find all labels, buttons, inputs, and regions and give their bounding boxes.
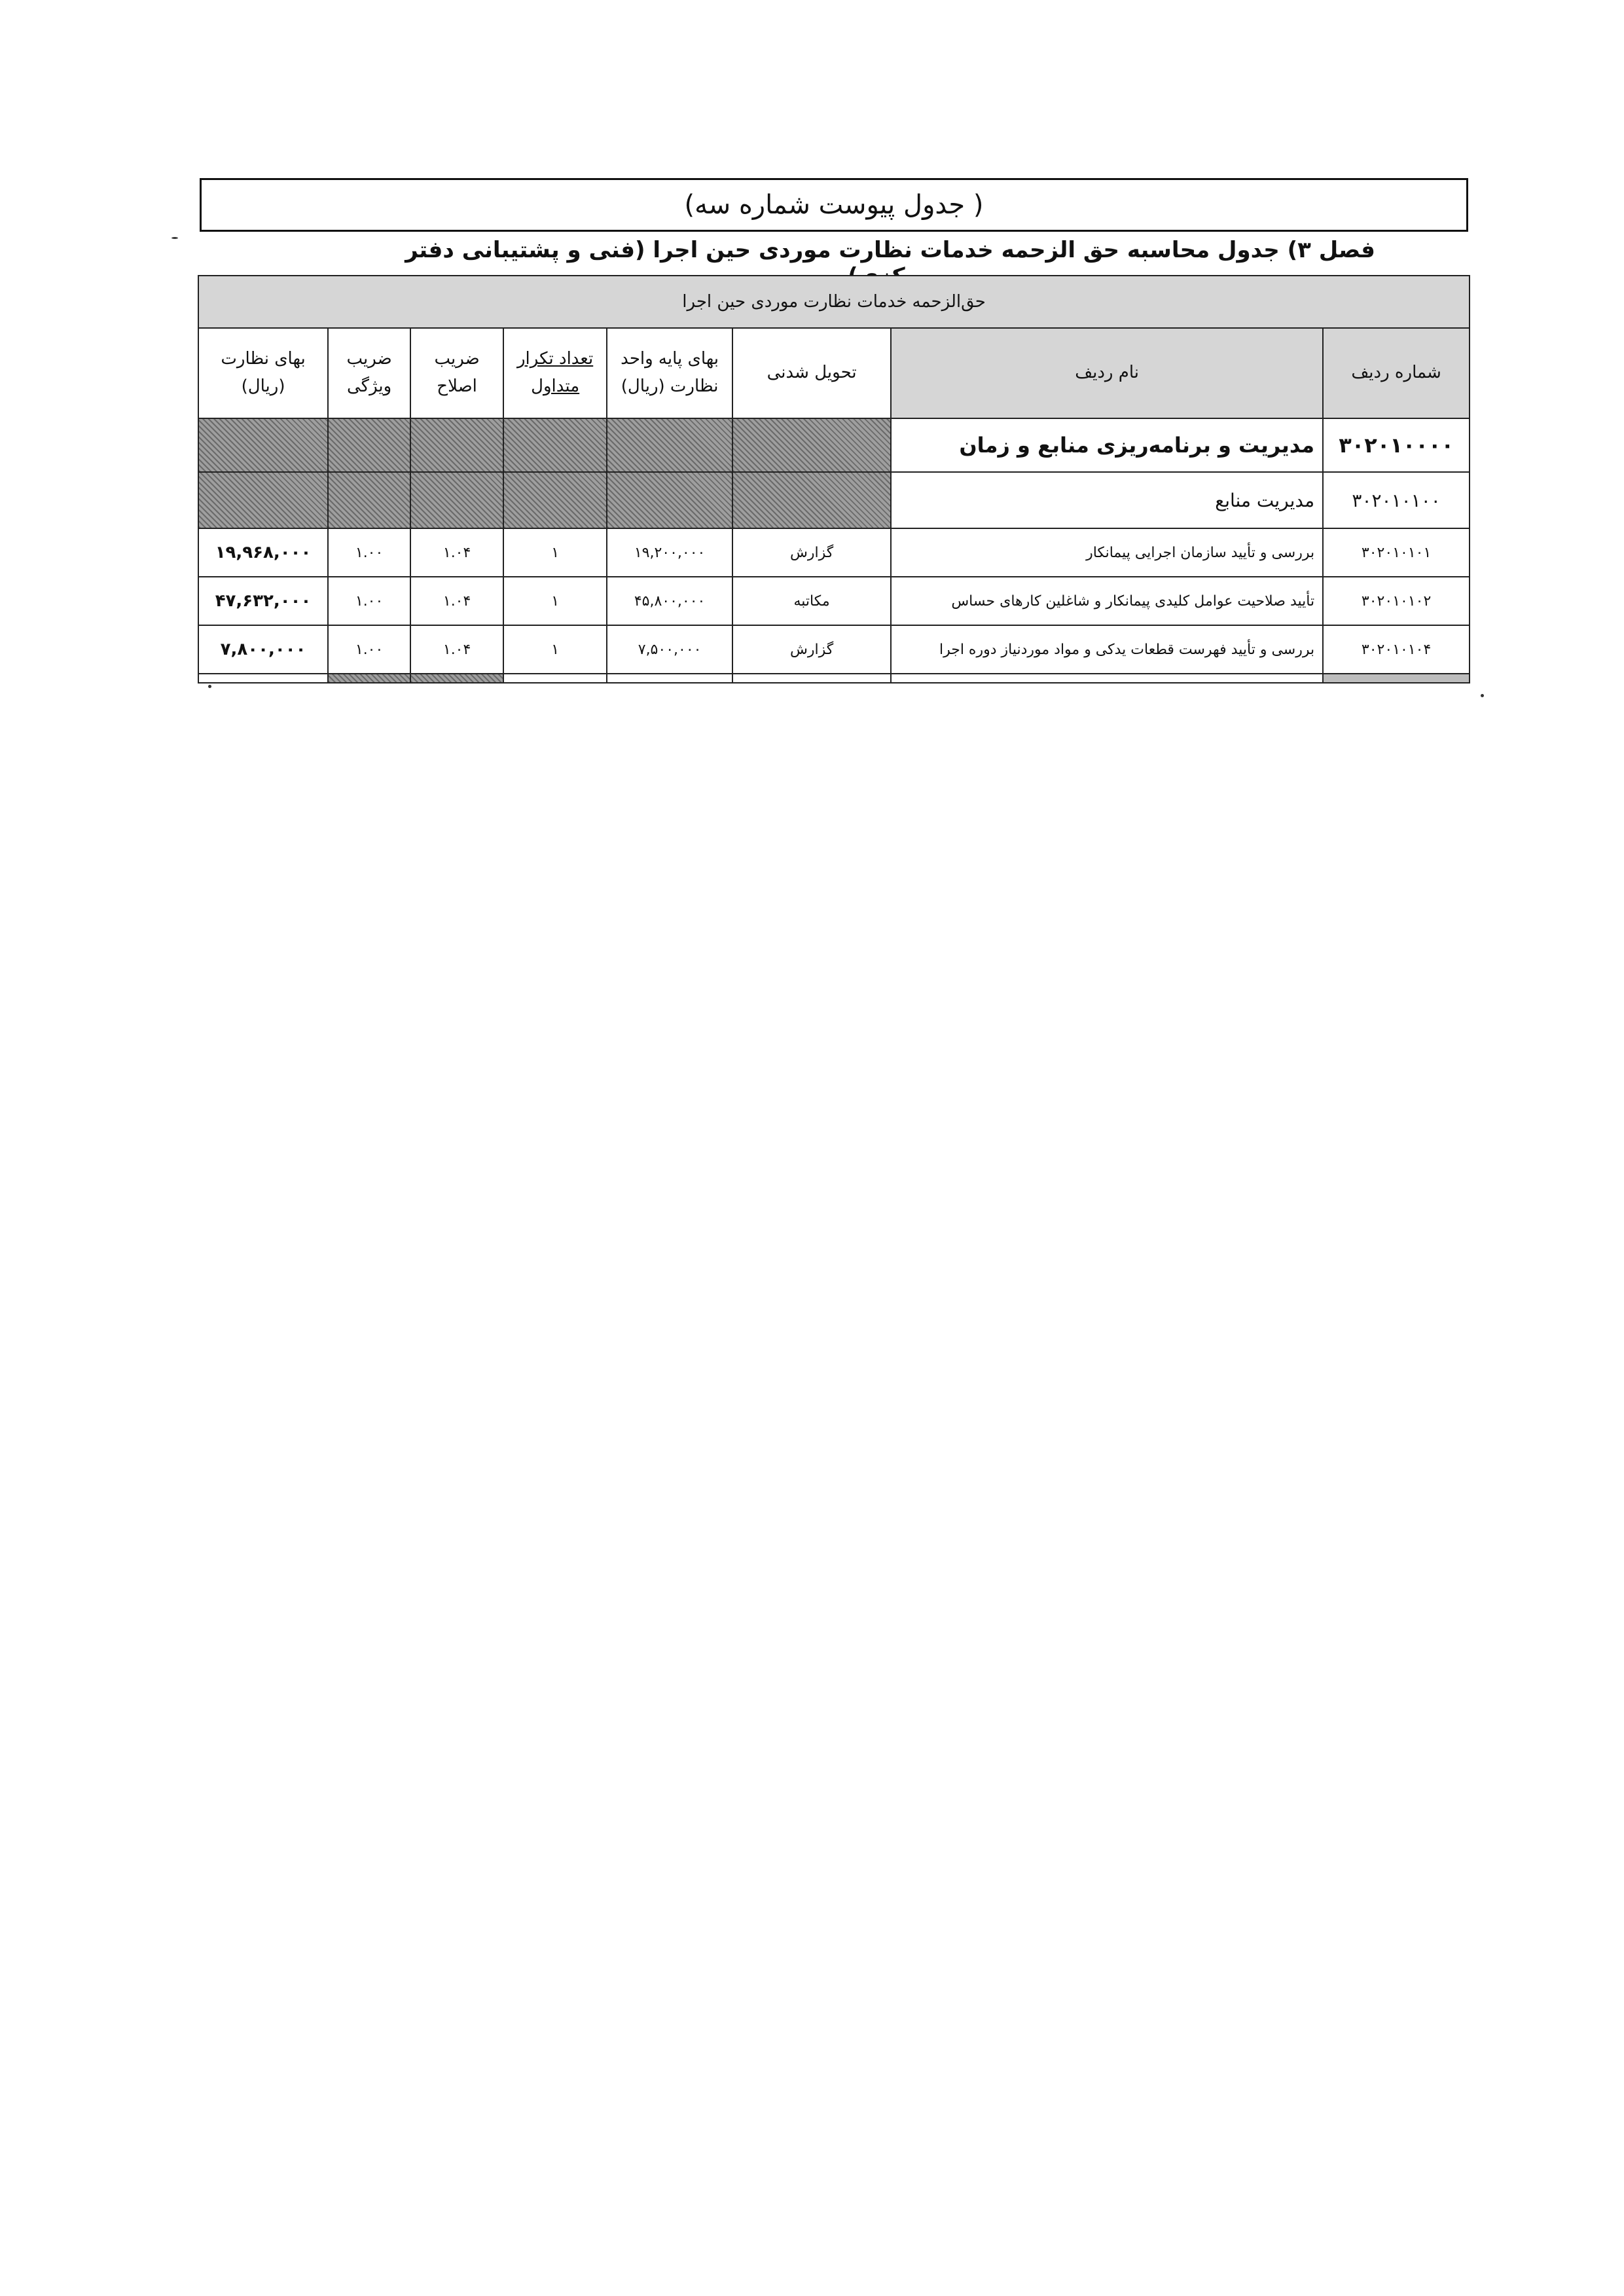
hatched-cell	[328, 418, 410, 472]
table-row	[198, 528, 1470, 577]
header-base-price: بهای پایه واحد نظارت (ریال)	[607, 328, 732, 418]
cut-off-row	[198, 674, 1470, 683]
table-row	[198, 625, 1470, 674]
header-name: نام ردیف	[891, 328, 1323, 418]
row-feature: ۱.۰۰	[328, 528, 410, 577]
hatched-cell	[607, 418, 732, 472]
header-repeat: تعداد تکرار متداول	[503, 328, 607, 418]
row-base-price: ۷,۵۰۰,۰۰۰	[607, 625, 732, 674]
cut-cell	[198, 674, 328, 683]
row-fee: ۴۷,۶۳۲,۰۰۰	[198, 577, 328, 625]
cut-cell	[410, 674, 503, 683]
hatched-cell	[607, 472, 732, 528]
hatched-cell	[732, 472, 891, 528]
hatched-cell	[328, 472, 410, 528]
row-code: ۳۰۲۰۱۰۱۰۱	[1323, 528, 1470, 577]
cut-cell	[607, 674, 732, 683]
row-deliverable: مکاتبه	[732, 577, 891, 625]
row-name: بررسی و تأیید فهرست قطعات یدکی و مواد موردنیاز دوره اجرا	[891, 625, 1323, 674]
hatched-cell	[732, 418, 891, 472]
header-feature: ضریب ویژگی	[328, 328, 410, 418]
fee-table	[198, 275, 1470, 683]
section-subtitle: فصل ۳) جدول محاسبه حق الزحمه خدمات نظارت موردی حین اجرا (فنی و پشتیبانی دفتر	[405, 237, 1375, 263]
group-code: ۳۰۲۰۱۰۰۰۰	[1323, 418, 1470, 472]
group-row	[198, 418, 1470, 472]
row-correction: ۱.۰۴	[410, 625, 503, 674]
cut-cell	[503, 674, 607, 683]
hatched-cell	[198, 472, 328, 528]
row-name: تأیید صلاحیت عوامل کلیدی پیمانکار و شاغلین کارهای حساس	[891, 577, 1323, 625]
row-base-price: ۱۹,۲۰۰,۰۰۰	[607, 528, 732, 577]
hatched-cell	[503, 472, 607, 528]
row-feature: ۱.۰۰	[328, 577, 410, 625]
hatched-cell	[410, 472, 503, 528]
row-repeat: ۱	[503, 528, 607, 577]
row-deliverable: گزارش	[732, 528, 891, 577]
scan-speck	[208, 685, 211, 688]
subgroup-name: مدیریت منابع	[891, 472, 1323, 528]
cut-cell	[732, 674, 891, 683]
row-repeat: ۱	[503, 577, 607, 625]
scan-speck	[171, 237, 178, 239]
group-name: مدیریت و برنامه‌ریزی منابع و زمان	[891, 418, 1323, 472]
header-fee: بهای نظارت (ریال)	[198, 328, 328, 418]
subgroup-code: ۳۰۲۰۱۰۱۰۰	[1323, 472, 1470, 528]
hatched-cell	[198, 418, 328, 472]
cut-cell	[1323, 674, 1470, 683]
row-correction: ۱.۰۴	[410, 528, 503, 577]
row-code: ۳۰۲۰۱۰۱۰۲	[1323, 577, 1470, 625]
row-feature: ۱.۰۰	[328, 625, 410, 674]
row-correction: ۱.۰۴	[410, 577, 503, 625]
row-code: ۳۰۲۰۱۰۱۰۴	[1323, 625, 1470, 674]
header-code: شماره ردیف	[1323, 328, 1470, 418]
row-deliverable: گزارش	[732, 625, 891, 674]
appendix-title: (جدول پیوست شماره سه )	[200, 178, 1468, 232]
cut-cell	[891, 674, 1323, 683]
header-correction: ضریب اصلاح	[410, 328, 503, 418]
subgroup-row	[198, 472, 1470, 528]
row-name: بررسی و تأیید سازمان اجرایی پیمانکار	[891, 528, 1323, 577]
cut-cell	[328, 674, 410, 683]
hatched-cell	[410, 418, 503, 472]
row-fee: ۱۹,۹۶۸,۰۰۰	[198, 528, 328, 577]
table-caption: حق‌الزحمه خدمات نظارت موردی حین اجرا	[198, 276, 1470, 328]
header-deliverable: تحویل شدنی	[732, 328, 891, 418]
table-row	[198, 577, 1470, 625]
row-repeat: ۱	[503, 625, 607, 674]
hatched-cell	[503, 418, 607, 472]
row-fee: ۷,۸۰۰,۰۰۰	[198, 625, 328, 674]
row-base-price: ۴۵,۸۰۰,۰۰۰	[607, 577, 732, 625]
scan-speck	[1481, 694, 1484, 697]
